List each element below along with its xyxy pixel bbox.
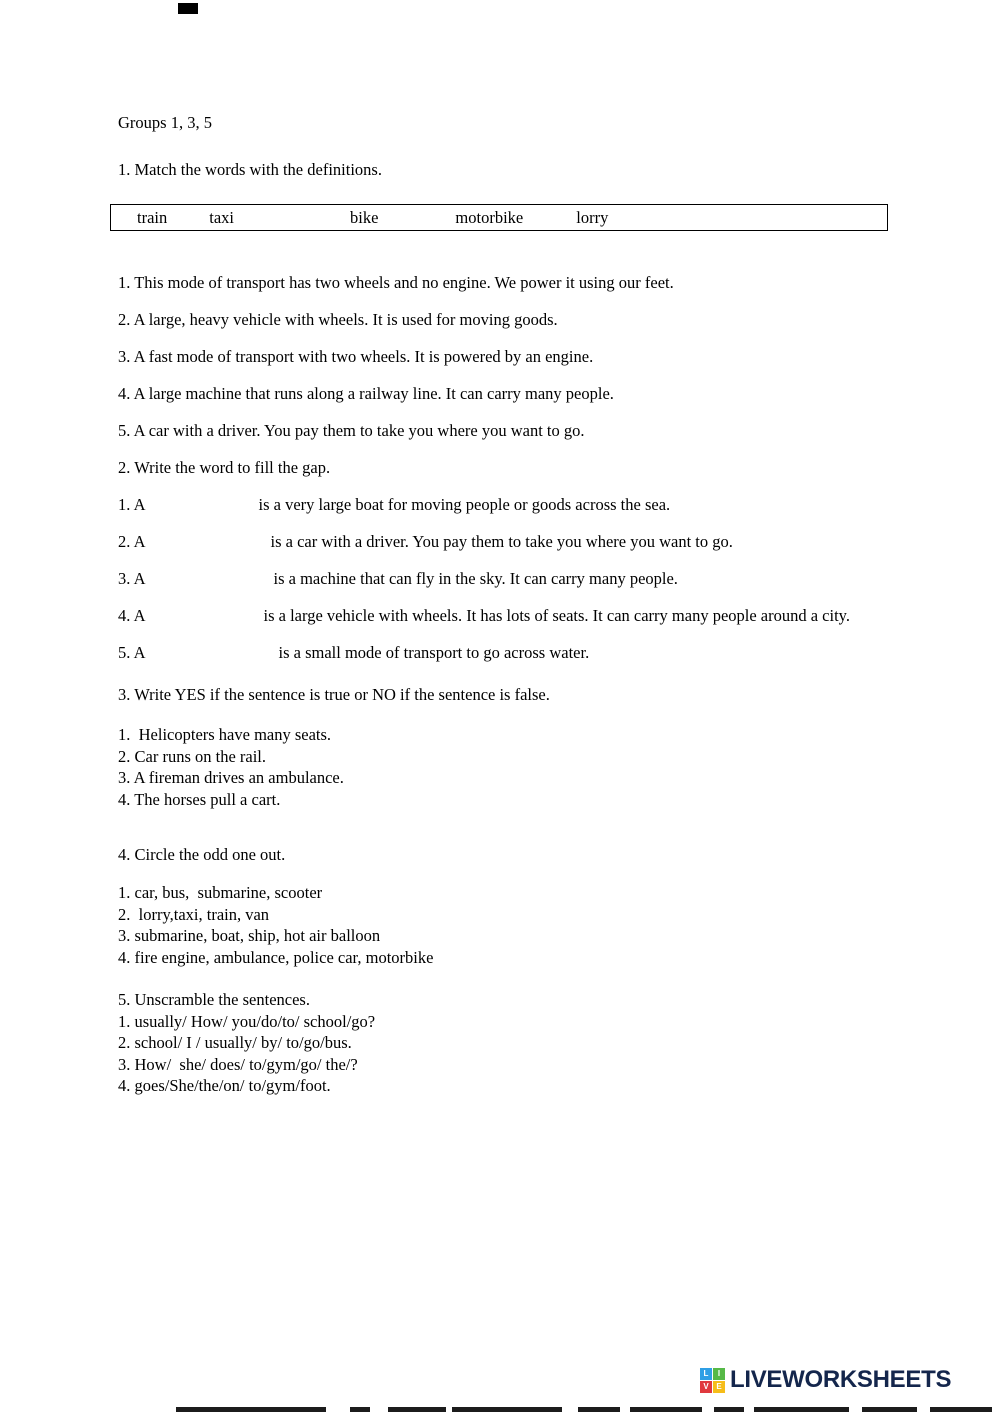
statement-item: 2. Car runs on the rail.	[118, 746, 267, 766]
liveworksheets-footer	[700, 1366, 951, 1394]
gap-sentence-prefix: 1. A	[118, 495, 146, 514]
odd-one-out-item: 1. car, bus, submarine, scooter	[118, 883, 323, 902]
exercise3-title: 3. Write YES if the sentence is true or NO if the sentence is false.	[118, 685, 550, 704]
page-bottom-artifact	[714, 1407, 744, 1412]
exercise4-word-groups	[118, 882, 863, 968]
definition-item: 3. A fast mode of transport with two wheels. It is powered by an engine.	[118, 347, 594, 366]
statement-item: 4. The horses pull a cart.	[118, 789, 281, 809]
exercise2-gap-sentences	[118, 495, 863, 663]
gap-sentence-text: is a large vehicle with wheels. It has lots of seats. It can carry many people around a city.	[263, 606, 850, 625]
groups-heading: Groups 1, 3, 5	[118, 113, 212, 132]
exercise3-statements	[118, 724, 863, 810]
page-bottom-artifact	[350, 1407, 370, 1412]
exercise5-block	[118, 989, 863, 1097]
logo-letter-e: E	[713, 1381, 725, 1393]
gap-sentence	[118, 495, 863, 515]
logo-letter-i: I	[713, 1368, 725, 1380]
gap-sentence	[118, 532, 863, 552]
word-bank-word-taxi: taxi	[209, 207, 234, 227]
exercise5-title: 5. Unscramble the sentences.	[118, 990, 310, 1009]
exercise1-definitions	[118, 273, 863, 441]
exercise4-title: 4. Circle the odd one out.	[118, 845, 286, 864]
unscramble-item: 3. How/ she/ does/ to/gym/go/ the/?	[118, 1054, 358, 1074]
word-bank-word-motorbike: motorbike	[455, 207, 524, 227]
definition-item: 2. A large, heavy vehicle with wheels. It is used for moving goods.	[118, 310, 558, 329]
answer-gap[interactable]	[146, 656, 279, 658]
odd-one-out-item: 4. fire engine, ambulance, police car, motorbike	[118, 947, 434, 967]
logo-letter-l: L	[700, 1368, 712, 1380]
worksheet-content	[118, 0, 863, 1097]
logo-letter-v: V	[700, 1381, 712, 1393]
odd-one-out-item: 2. lorry,taxi, train, van	[118, 904, 270, 924]
gap-sentence-prefix: 3. A	[118, 569, 146, 588]
word-bank-word-bike: bike	[350, 207, 379, 227]
odd-one-out-item: 3. submarine, boat, ship, hot air balloon	[118, 926, 381, 945]
gap-sentence-text: is a machine that can fly in the sky. It can carry many people.	[273, 569, 678, 588]
unscramble-item: 2. school/ I / usually/ by/ to/go/bus.	[118, 1033, 352, 1052]
unscramble-item: 4. goes/She/the/on/ to/gym/foot.	[118, 1076, 331, 1095]
page-bottom-artifact	[630, 1407, 702, 1412]
definition-item: 5. A car with a driver. You pay them to take you where you want to go.	[118, 421, 585, 440]
page-bottom-artifact	[176, 1407, 326, 1412]
liveworksheets-brand-text: LIVEWORKSHEETS	[730, 1366, 952, 1393]
definition-item: 1. This mode of transport has two wheels and no engine. We power it using our feet.	[118, 273, 674, 292]
gap-sentence-prefix: 2. A	[118, 532, 146, 551]
gap-sentence-prefix: 5. A	[118, 643, 146, 662]
gap-sentence-text: is a very large boat for moving people or goods across the sea.	[258, 495, 671, 514]
page-bottom-artifact	[862, 1407, 917, 1412]
liveworksheets-logo-icon	[700, 1368, 725, 1393]
gap-sentence	[118, 643, 863, 663]
gap-sentence	[118, 606, 863, 626]
definition-item: 4. A large machine that runs along a railway line. It can carry many people.	[118, 384, 614, 403]
word-bank-word-train: train	[137, 207, 168, 227]
page-bottom-artifact	[452, 1407, 562, 1412]
page-bottom-artifact	[388, 1407, 446, 1412]
word-bank	[110, 204, 888, 231]
answer-gap[interactable]	[146, 508, 259, 510]
page-bottom-artifact	[930, 1407, 992, 1412]
page-bottom-artifact	[578, 1407, 620, 1412]
exercise1-title: 1. Match the words with the definitions.	[118, 160, 382, 179]
answer-gap[interactable]	[146, 582, 274, 584]
statement-item: 1. Helicopters have many seats.	[118, 725, 332, 744]
gap-sentence-text: is a small mode of transport to go across water.	[278, 643, 590, 662]
gap-sentence	[118, 569, 863, 589]
statement-item: 3. A fireman drives an ambulance.	[118, 768, 344, 787]
answer-gap[interactable]	[146, 545, 271, 547]
unscramble-item: 1. usually/ How/ you/do/to/ school/go?	[118, 1011, 376, 1031]
exercise2-title: 2. Write the word to fill the gap.	[118, 458, 331, 477]
gap-sentence-prefix: 4. A	[118, 606, 146, 625]
word-bank-word-lorry: lorry	[576, 207, 609, 227]
gap-sentence-text: is a car with a driver. You pay them to take you where you want to go.	[270, 532, 733, 551]
answer-gap[interactable]	[146, 619, 264, 621]
page-bottom-artifact	[754, 1407, 849, 1412]
